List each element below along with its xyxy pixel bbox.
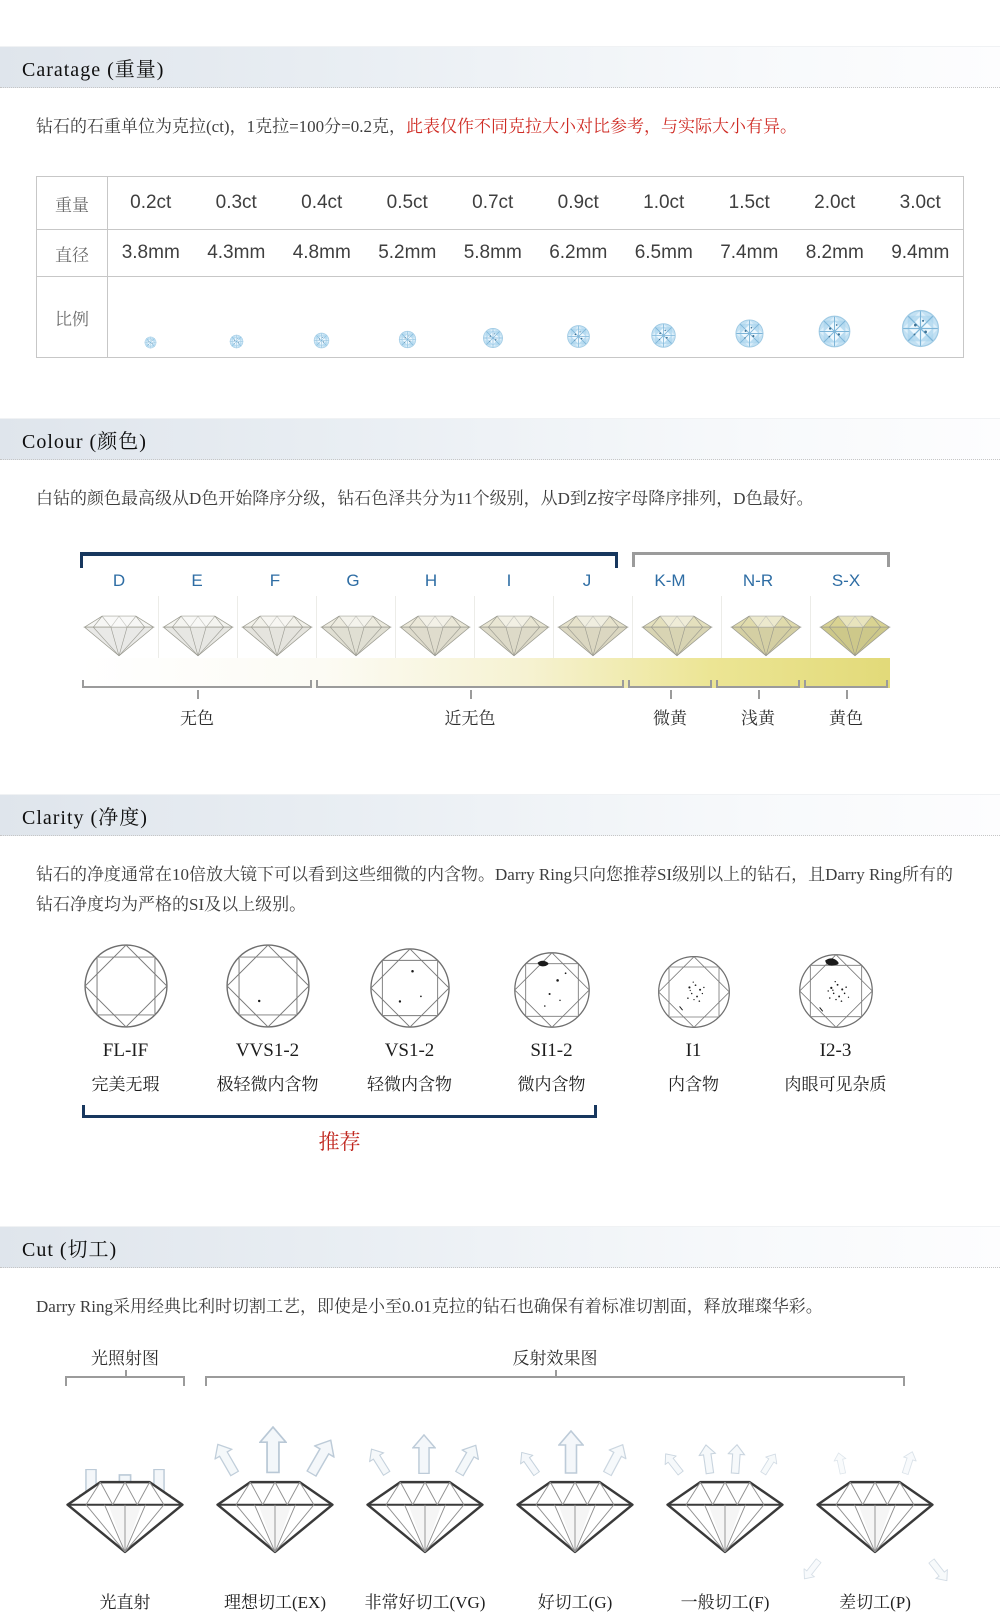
carat-diameter-value: 3.8mm — [121, 242, 180, 263]
round-gem-icon — [734, 318, 765, 349]
cut-grade-label: 差切工(P) — [839, 1593, 911, 1612]
light-arrow-icon — [898, 1449, 919, 1476]
carat-row-weight — [37, 177, 964, 230]
clarity-grade-figure — [484, 934, 619, 1095]
cut-bracket-left-label: 光照射图 — [91, 1349, 159, 1368]
color-group-label: 微黄 — [653, 709, 687, 728]
cut-grade-figure — [355, 1386, 495, 1613]
carat-diameter-value: 7.4mm — [720, 242, 779, 263]
clarity-grade-code: VVS1-2 — [235, 1040, 300, 1061]
clarity-top-view-diagram — [656, 954, 732, 1030]
carat-gem-cell — [108, 277, 194, 357]
light-source-bracket — [65, 1376, 185, 1386]
cut-grade-figure — [655, 1386, 795, 1613]
color-grade-label: H — [424, 571, 438, 590]
carat-row-label-scale: 比例 — [37, 277, 108, 358]
carat-diameter-value: 5.8mm — [463, 242, 522, 263]
cut-grade-figure — [505, 1386, 645, 1613]
carat-gem-cell — [792, 277, 878, 357]
clarity-top-view-diagram — [512, 950, 592, 1030]
clarity-intro: 钻石的净度通常在10倍放大镜下可以看到这些细微的内含物。Darry Ring只向您推荐SI级别以上的钻石，且Darry Ring所有的钻石净度均为严格的SI及以上级别。 — [36, 865, 954, 914]
cut-arrow-zone — [55, 1386, 195, 1476]
color-grade-chart — [80, 552, 890, 738]
carat-gem-cell — [194, 277, 280, 357]
color-grade-label: G — [346, 571, 360, 590]
cut-profile-diagram — [213, 1476, 337, 1556]
carat-gem-cell — [707, 277, 793, 357]
section-clarity — [0, 794, 1000, 1156]
carat-gem-cell — [621, 277, 707, 357]
color-grade-label: I — [506, 571, 512, 590]
light-arrow-icon — [757, 1450, 781, 1478]
caratage-intro-text: 钻石的石重单位为克拉(ct)，1克拉=100分=0.2克， — [36, 117, 407, 136]
caratage-intro — [0, 88, 1000, 142]
color-grade-label: S-X — [831, 571, 861, 590]
side-view-diamond — [477, 611, 551, 658]
side-view-diamond — [640, 611, 714, 658]
light-arrow-icon — [659, 1449, 687, 1478]
side-view-diamond — [729, 611, 803, 658]
carat-weight-value: 0.2ct — [130, 192, 172, 213]
light-arrow-icon — [726, 1444, 746, 1475]
carat-weight-value: 0.3ct — [215, 192, 257, 213]
carat-gem-cell — [279, 277, 365, 357]
color-grade-gem — [317, 596, 396, 658]
cut-profile-diagram — [813, 1476, 937, 1556]
colour-header — [0, 418, 1000, 460]
cut-title: Cut (切工) — [22, 1238, 118, 1261]
clarity-grade-row — [58, 934, 903, 1095]
clarity-grade-figure — [768, 934, 903, 1095]
color-grade-gem — [159, 596, 238, 658]
carat-row-scale — [37, 277, 964, 358]
cut-profile-diagram — [663, 1476, 787, 1556]
reflection-bracket — [205, 1376, 905, 1386]
carat-diameter-value: 6.2mm — [549, 242, 608, 263]
color-group-segment — [628, 680, 712, 688]
colour-intro: 白钻的颜色最高级从D色开始降序分级，钻石色泽共分为11个级别，从D到Z按字母降序排列，D色最好。 — [36, 489, 814, 508]
carat-weight-value: 3.0ct — [899, 192, 941, 213]
clarity-grade-figure — [626, 934, 761, 1095]
cut-arrow-zone — [505, 1386, 645, 1476]
color-group-tick — [197, 690, 199, 699]
color-group-segment — [716, 680, 800, 688]
carat-weight-value: 0.9ct — [557, 192, 599, 213]
clarity-grade-figure — [200, 934, 335, 1095]
round-gem-icon — [566, 324, 591, 349]
cut-brackets — [55, 1370, 945, 1384]
light-arrow-icon — [301, 1433, 342, 1480]
cut-diagram — [55, 1344, 945, 1613]
clarity-grade-desc: 微内含物 — [517, 1075, 586, 1094]
cut-grade-label: 一般切工(F) — [680, 1593, 770, 1612]
carat-row-diameter — [37, 230, 964, 277]
clarity-grade-figure — [342, 934, 477, 1095]
cut-bracket-labels — [55, 1344, 945, 1370]
side-view-diamond — [556, 611, 630, 658]
color-grade-gem — [633, 596, 722, 658]
caratage-title: Caratage (重量) — [22, 58, 165, 81]
round-gem-icon — [398, 330, 417, 349]
cut-grade-figure — [55, 1386, 195, 1613]
color-grade-label: J — [582, 571, 592, 590]
color-group-segment — [804, 680, 888, 688]
light-arrow-icon — [259, 1426, 287, 1474]
carat-row-label-diameter: 直径 — [37, 230, 108, 277]
color-group-label: 黄色 — [829, 709, 863, 728]
round-gem-icon — [313, 332, 330, 349]
clarity-top-view-diagram — [368, 946, 452, 1030]
light-arrow-icon — [515, 1447, 544, 1479]
clarity-grade-figure — [58, 934, 193, 1095]
recommend-label: 推荐 — [318, 1131, 361, 1154]
carat-diameter-value: 8.2mm — [805, 242, 864, 263]
clarity-grade-desc: 内含物 — [668, 1075, 719, 1094]
cut-arrow-zone — [355, 1386, 495, 1476]
carat-diameter-cells — [108, 230, 963, 276]
color-grade-gem — [722, 596, 811, 658]
carat-diameter-value: 4.3mm — [207, 242, 266, 263]
carat-weight-value: 0.5ct — [386, 192, 428, 213]
cut-grade-row — [55, 1386, 945, 1613]
color-group-segment — [82, 680, 312, 688]
round-gem-icon — [650, 322, 677, 349]
color-grade-gem — [396, 596, 475, 658]
side-view-diamond — [82, 611, 156, 658]
carat-diameter-value: 5.2mm — [378, 242, 437, 263]
clarity-grade-code: FL-IF — [102, 1040, 149, 1061]
cut-profile-diagram — [513, 1476, 637, 1556]
carat-weight-value: 1.0ct — [643, 192, 685, 213]
side-view-diamond — [319, 611, 393, 658]
color-group-tick — [670, 690, 672, 699]
color-grade-label: D — [112, 571, 126, 590]
carat-diameter-value: 6.5mm — [634, 242, 693, 263]
light-arrow-icon — [832, 1451, 849, 1475]
cut-grade-label: 好切工(G) — [537, 1593, 613, 1612]
cut-profile-diagram — [63, 1476, 187, 1556]
clarity-grade-desc: 极轻微内含物 — [216, 1075, 319, 1094]
carat-gem-cell — [536, 277, 622, 357]
cut-arrow-zone — [205, 1386, 345, 1476]
colorless-range-bracket — [80, 552, 618, 568]
color-grade-gem — [811, 596, 899, 658]
round-gem-icon — [817, 314, 852, 349]
light-arrow-icon — [558, 1430, 584, 1474]
carat-weight-value: 0.4ct — [301, 192, 343, 213]
color-group-label: 浅黄 — [741, 709, 775, 728]
caratage-intro-note: 此表仅作不同克拉大小对比参考，与实际大小有异。 — [406, 117, 798, 136]
clarity-grade-desc: 肉眼可见杂质 — [784, 1075, 887, 1094]
cut-bracket-right-label: 反射效果图 — [512, 1349, 598, 1368]
section-colour — [0, 418, 1000, 738]
cut-profile-diagram — [363, 1476, 487, 1556]
cut-grade-figure — [805, 1386, 945, 1613]
color-group-segment — [316, 680, 624, 688]
cut-grade-figure — [205, 1386, 345, 1613]
round-gem-icon — [144, 336, 157, 349]
carat-weight-value: 0.7ct — [472, 192, 514, 213]
color-grade-gem — [554, 596, 633, 658]
side-view-diamond — [161, 611, 235, 658]
carat-diameter-value: 9.4mm — [891, 242, 950, 263]
carat-weight-value: 1.5ct — [728, 192, 770, 213]
carat-gem-cells — [108, 277, 963, 357]
side-view-diamond — [398, 611, 472, 658]
caratage-header — [0, 46, 1000, 88]
cut-intro: Darry Ring采用经典比利时切割工艺，即使是小至0.01克拉的钻石也确保有着标准切割面，释放璀璨华彩。 — [36, 1297, 823, 1316]
cut-grade-label: 光直射 — [99, 1593, 151, 1612]
cut-grade-label: 非常好切工(VG) — [364, 1593, 486, 1612]
round-gem-icon — [229, 334, 244, 349]
color-group-tick — [846, 690, 848, 699]
light-arrow-icon — [364, 1444, 395, 1479]
carat-diameter-value: 4.8mm — [292, 242, 351, 263]
cut-arrow-zone — [655, 1386, 795, 1476]
section-cut — [0, 1226, 1000, 1613]
color-group-label: 近无色 — [444, 709, 496, 728]
clarity-top-view-diagram — [224, 942, 312, 1030]
cut-arrow-zone — [805, 1386, 945, 1476]
yellow-range-bracket — [632, 552, 890, 567]
color-grade-gem — [475, 596, 554, 658]
color-grade-gem — [238, 596, 317, 658]
carat-table — [36, 176, 964, 358]
light-arrow-icon — [598, 1439, 632, 1479]
clarity-title: Clarity (净度) — [22, 806, 148, 829]
light-arrow-icon — [798, 1556, 824, 1584]
color-grade-gem — [80, 596, 159, 658]
clarity-grade-desc: 完美无瑕 — [91, 1075, 160, 1094]
light-arrow-icon — [208, 1438, 244, 1479]
color-group-label: 无色 — [180, 709, 214, 728]
cut-header — [0, 1226, 1000, 1268]
clarity-grade-code: I1 — [685, 1040, 702, 1061]
color-grade-letters — [80, 568, 890, 594]
carat-weight-value: 2.0ct — [814, 192, 856, 213]
recommend-bracket — [82, 1105, 597, 1118]
carat-weight-cells — [108, 177, 963, 229]
color-grade-label: F — [269, 571, 281, 590]
clarity-header — [0, 794, 1000, 836]
color-grade-gems — [80, 596, 899, 658]
section-caratage — [0, 46, 1000, 358]
clarity-grade-code: SI1-2 — [530, 1040, 573, 1061]
clarity-top-view-diagram — [82, 942, 170, 1030]
light-arrow-icon — [450, 1439, 485, 1479]
cut-grade-label: 理想切工(EX) — [224, 1593, 326, 1612]
clarity-grade-desc: 轻微内含物 — [367, 1075, 452, 1094]
color-group-tick — [470, 690, 472, 699]
color-grade-label: N-R — [742, 571, 774, 590]
carat-gem-cell — [450, 277, 536, 357]
light-arrow-icon — [412, 1434, 436, 1474]
clarity-top-view-diagram — [797, 952, 875, 1030]
clarity-grade-code: I2-3 — [819, 1040, 852, 1061]
round-gem-icon — [900, 308, 941, 349]
carat-row-label-weight: 重量 — [37, 177, 108, 230]
colour-title: Colour (颜色) — [22, 430, 147, 453]
color-grade-label: E — [191, 571, 203, 590]
clarity-grade-code: VS1-2 — [384, 1040, 435, 1061]
color-grade-label: K-M — [654, 571, 686, 590]
color-group-tick — [758, 690, 760, 699]
light-arrow-icon — [697, 1443, 719, 1475]
side-view-diamond — [818, 611, 892, 658]
carat-gem-cell — [878, 277, 964, 357]
side-view-diamond — [240, 611, 314, 658]
round-gem-icon — [482, 327, 504, 349]
carat-gem-cell — [365, 277, 451, 357]
light-arrow-icon — [925, 1555, 954, 1585]
